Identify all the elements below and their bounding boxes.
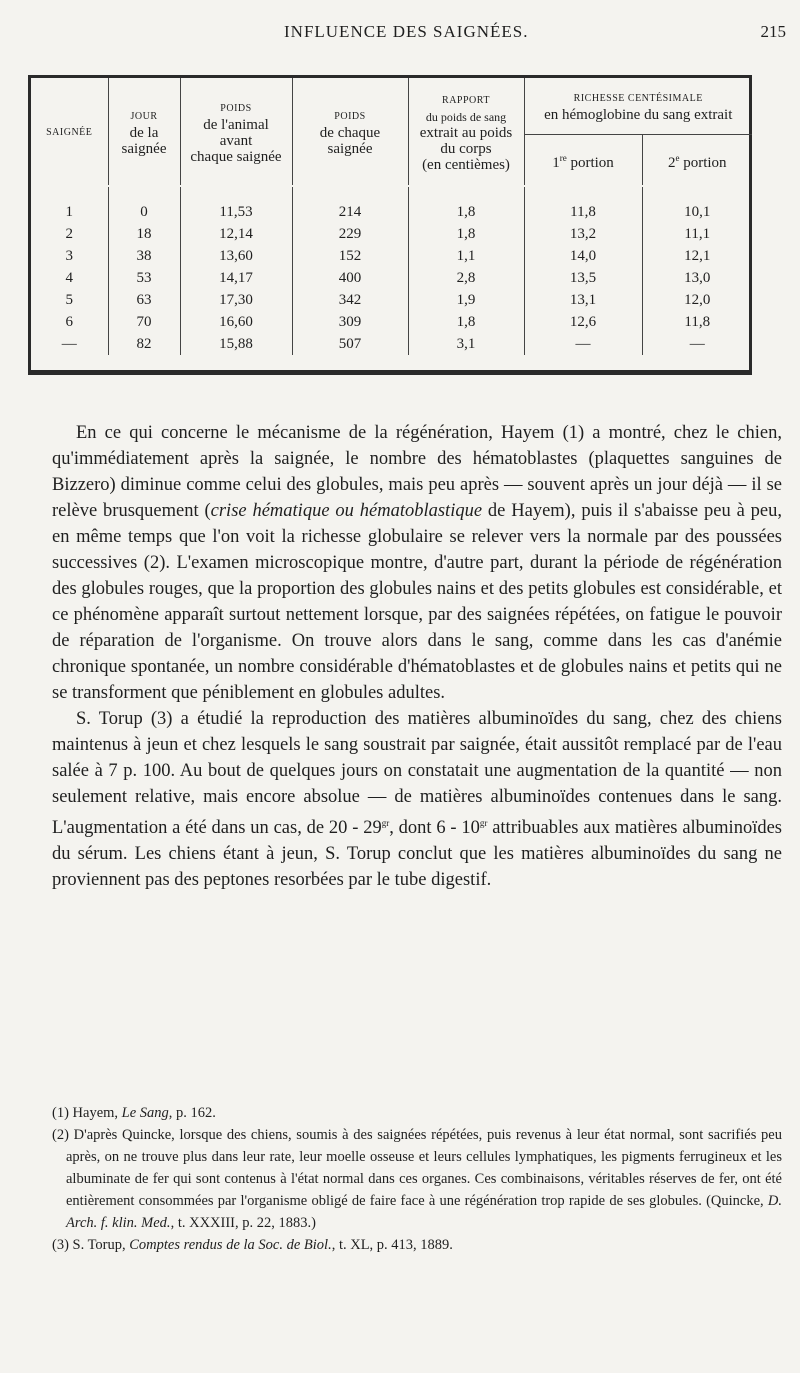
table-cell: 0: [108, 187, 180, 223]
table-cell: 2: [31, 223, 108, 245]
table-cell: 12,0: [684, 291, 711, 308]
table-cell: 14,17: [180, 267, 292, 289]
table-cell: 5: [31, 289, 108, 311]
footnote-3: (3) S. Torup, Comptes rendus de la Soc. de Biol., t. XL, p. 413, 1889.: [52, 1237, 453, 1253]
table-row: [31, 333, 752, 355]
table-cell: 53: [108, 267, 180, 289]
table-row: [31, 223, 752, 245]
table-cell: 1: [31, 187, 108, 223]
table-cell: 342: [292, 289, 408, 311]
header-poids-saignee: POIDS de chaque saignée: [292, 78, 408, 185]
table-cell: 14,0: [524, 245, 642, 267]
table-cell: 16,60: [180, 311, 292, 333]
header-portion-1: 1re portion: [524, 135, 642, 186]
table-cell: 4: [31, 267, 108, 289]
table-cell: 18: [108, 223, 180, 245]
table-row: [31, 311, 752, 333]
header-rapport: RAPPORT du poids de sang extrait au poids du corps (en centièmes): [408, 78, 524, 185]
table-cell: 507: [292, 333, 408, 355]
table-cell: —: [31, 333, 108, 355]
running-title: INFLUENCE DES SAIGNÉES.: [284, 22, 529, 41]
table-cell: 13,5: [524, 267, 642, 289]
footnote-1: (1) Hayem, Le Sang, p. 162.: [52, 1105, 216, 1121]
table-cell: 1,9: [408, 289, 524, 311]
table-cell: 13,2: [524, 223, 642, 245]
table-row: [31, 187, 752, 223]
table-row: [31, 245, 752, 267]
header-saignee: SAIGNÉE: [31, 78, 108, 185]
table-row: [31, 289, 752, 311]
header-jour: JOUR de la saignée: [108, 78, 180, 185]
table-cell: 11,8: [524, 187, 642, 223]
table-cell: 13,1: [524, 289, 642, 311]
table-cell: 12,6: [524, 311, 642, 333]
table-cell: —: [689, 335, 705, 352]
table-cell: 13,0: [684, 269, 711, 286]
table-cell: 63: [108, 289, 180, 311]
table-cell: 1,8: [408, 187, 524, 223]
footnote-2: (2) D'après Quincke, lorsque des chiens, soumis à des saignées répétées, puis revenus à leur état normal, sont sacrifiés peu après, on ne trouve plus dans leur rate, leur moelle osseuse et leurs cellules lymphatiques, les pigments ferrugineux et les albuminate de fer qui sont contenus à l'état normal dans ces organes. Ces combinaisons, véritables réserves de fer, ont été entièrement consommées par l'organisme obligé de faire face à une régénération trop rapide de ses globules. (Quincke, D. Arch. f. klin. Med., t. XXXIII, p. 22, 1883.): [52, 1127, 782, 1231]
table-cell: 17,30: [180, 289, 292, 311]
table-cell: 1,8: [408, 223, 524, 245]
table-cell: 13,60: [180, 245, 292, 267]
table-cell: 70: [108, 311, 180, 333]
header-portion-2: 2e portion: [667, 152, 727, 171]
table-cell: 3,1: [408, 333, 524, 355]
table-row: [31, 267, 752, 289]
page-number: 215: [760, 22, 786, 41]
footnotes: [52, 1102, 782, 1256]
table-cell: 229: [292, 223, 408, 245]
table-cell: 12,1: [684, 247, 711, 264]
table-cell: 400: [292, 267, 408, 289]
table-cell: 11,1: [684, 225, 711, 242]
header-richesse: RICHESSE CENTÉSIMALE en hémoglobine du sang extrait: [524, 78, 752, 135]
header-poids-animal: POIDS de l'animal avant chaque saignée: [180, 78, 292, 185]
data-table: [28, 75, 752, 375]
table-cell: 1,1: [408, 245, 524, 267]
running-header: [0, 22, 800, 48]
table-cell: 6: [31, 311, 108, 333]
paragraph-1: En ce qui concerne le mécanisme de la régénération, Hayem (1) a montré, chez le chien, qu'immédiatement après la saignée, le nombre des hématoblastes (plaquettes sanguines de Bizzero) diminue comme celui des globules, mais peu après — souvent après un jour déjà — il se relève brusquement (crise hématique ou hématoblastique de Hayem), puis il s'abaisse peu à peu, en même temps que l'on voit la richesse globulaire se relever vers la normale par des poussées successives (2). L'examen microscopique montre, d'autre part, durant la période de régénération des globules rouges, que la proportion des globules nains et des petits globules est considérable, et ce phénomène apparaît surtout nettement lorsque, par des saignées répétées, on fatigue le pouvoir de réparation de l'organisme. On trouve alors dans le sang, comme dans les cas d'anémie chronique spontanée, un nombre considérable d'hématoblastes et de globules nains et petits qui ne se transforment que péniblement en globules adultes.: [52, 423, 782, 703]
table-cell: 309: [292, 311, 408, 333]
paragraph-2: S. Torup (3) a étudié la reproduction des matières albuminoïdes du sang, chez des chiens maintenus à jeun et chez lesquels le sang soustrait par saignée, était aussitôt remplacé par de l'eau salée à 7 p. 100. Au bout de quelques jours on constatait une augmentation de la quantité — non seulement relative, mais encore absolue — de matières albuminoïdes contenues dans le sang. L'augmentation a été dans un cas, de $20 - 29^{gr}$, dont $6 - 10^{gr}$ attribuables aux matières albuminoïdes du sérum. Les chiens étant à jeun, S. Torup conclut que les matières albuminoïdes du sang ne proviennent pas des peptones resorbées par le tube digestif.: [52, 709, 782, 891]
table-cell: 38: [108, 245, 180, 267]
table-cell: —: [524, 333, 642, 355]
table-cell: 1,8: [408, 311, 524, 333]
table-cell: 2,8: [408, 267, 524, 289]
table-cell: 3: [31, 245, 108, 267]
table-cell: 152: [292, 245, 408, 267]
table-cell: 214: [292, 187, 408, 223]
main-text: [52, 420, 782, 893]
table-cell: 11,8: [684, 313, 711, 330]
table-cell: 10,1: [684, 203, 711, 220]
table-cell: 15,88: [180, 333, 292, 355]
table-cell: 11,53: [180, 187, 292, 223]
table-cell: 82: [108, 333, 180, 355]
table-cell: 12,14: [180, 223, 292, 245]
table-body: [31, 187, 752, 355]
